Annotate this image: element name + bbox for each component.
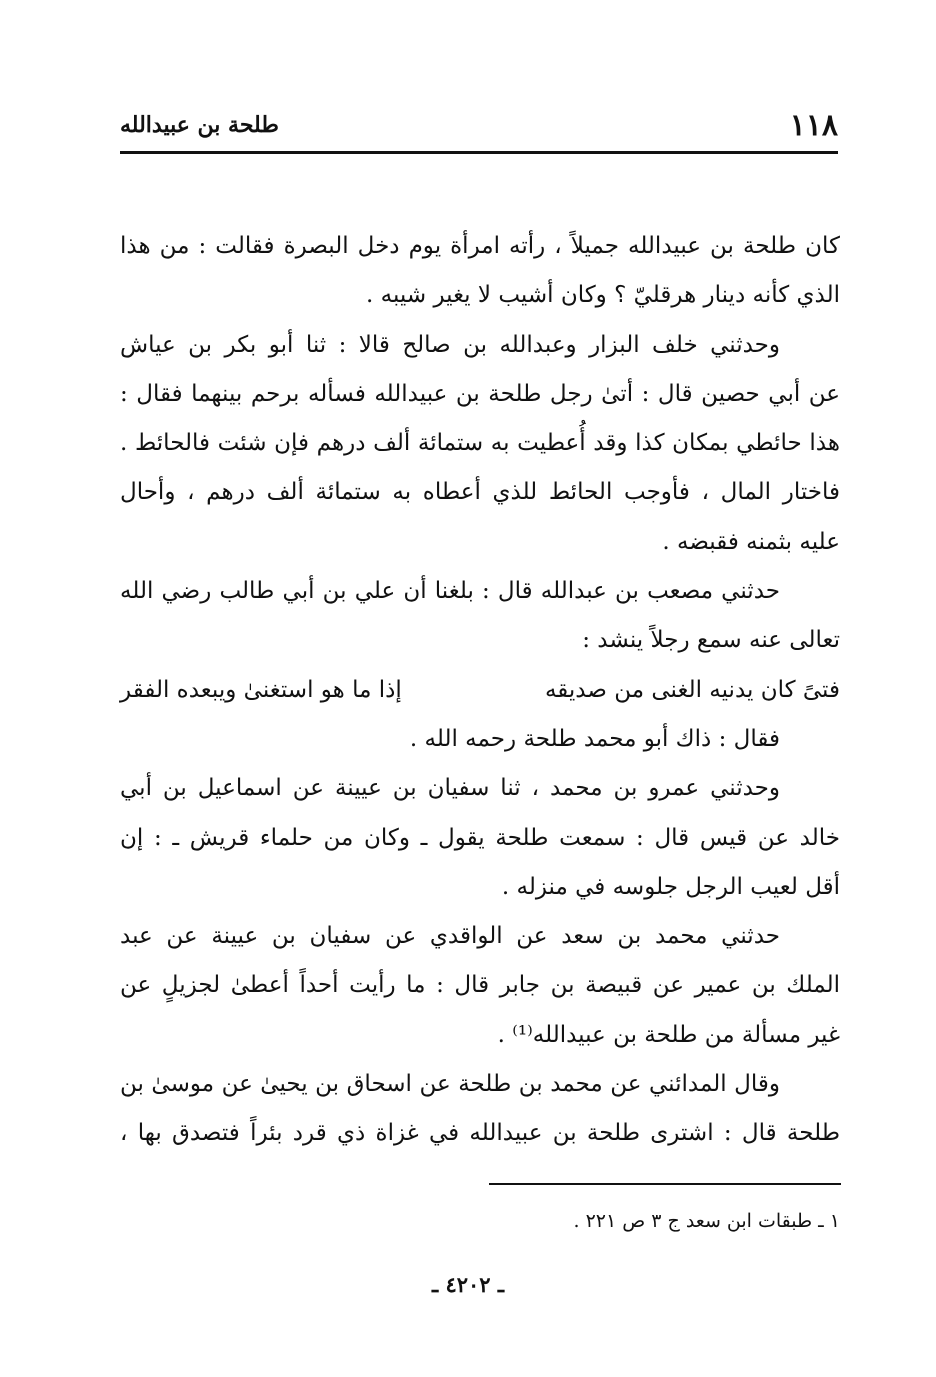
text-line: وحدثني خلف البزار وعبدالله بن صالح قالا : ثنا أبو بكر بن عياش	[120, 331, 780, 358]
footnote: ١ ـ طبقات ابن سعد ج ٣ ص ٢٢١ .	[573, 1210, 840, 1232]
text-line: عن أبي حصين قال : أتىٰ رجل طلحة بن عبيدالله فسأله برحم بينهما فقال :	[120, 380, 840, 407]
page-number: ١١٨	[789, 108, 838, 143]
poetry-verse	[120, 666, 840, 715]
running-title: طلحة بن عبيدالله	[120, 112, 279, 138]
folio-number: ـ ٤٢٠٢ ـ	[431, 1272, 505, 1297]
text-line: فاختار المال ، فأوجب الحائط للذي أعطاه به ستمائة ألف درهم ، وأحال	[120, 479, 840, 506]
text-line: طلحة قال : اشترى طلحة بن عبيدالله في غزاة ذي قرد بئراً فتصدق بها ،	[120, 1120, 840, 1147]
text-line: تعالى عنه سمع رجلاً ينشد :	[582, 627, 840, 654]
body-text	[120, 222, 840, 1159]
text-line: غير مسألة من طلحة بن عبيدالله⁽¹⁾ .	[497, 1021, 840, 1048]
header-rule	[120, 151, 838, 154]
text-line: حدثني مصعب بن عبدالله قال : بلغنا أن علي بن أبي طالب رضي الله	[120, 578, 780, 605]
verse-first-hemistich: فتىً كان يدنيه الغنى من صديقه	[544, 676, 840, 703]
text-line: وقال المدائني عن محمد بن طلحة عن اسحاق بن يحيىٰ عن موسىٰ بن	[120, 1071, 780, 1098]
text-line: حدثني محمد بن سعد عن الواقدي عن سفيان بن عيينة عن عبد	[120, 923, 780, 950]
text-line: خالد عن قيس قال : سمعت طلحة يقول ـ وكان من حلماء قريش ـ : إن	[120, 824, 840, 851]
text-line: عليه بثمنه فقبضه .	[662, 528, 840, 555]
text-line: كان طلحة بن عبيدالله جميلاً ، رأته امرأة يوم دخل البصرة فقالت : من هذا	[120, 233, 840, 259]
footnote-rule	[489, 1183, 841, 1185]
text-line: الذي كأنه دينار هرقليّ ؟ وكان أشيب لا يغير شيبه .	[366, 282, 840, 309]
text-line: هذا حائطي بمكان كذا وقد أُعطيت به ستمائة ألف درهم فإن شئت فالحائط .	[120, 430, 840, 457]
text-line: أقل لعيب الرجل جلوسه في منزله .	[501, 873, 840, 900]
text-line: فقال : ذاك أبو محمد طلحة رحمه الله .	[409, 725, 780, 752]
page-header	[120, 108, 838, 152]
text-line: وحدثني عمرو بن محمد ، ثنا سفيان بن عيينة عن اسماعيل بن أبي	[120, 775, 780, 802]
text-line: الملك بن عمير عن قبيصة بن جابر قال : ما رأيت أحداً أعطىٰ لجزيلٍ عن	[120, 972, 840, 999]
verse-second-hemistich: إذا ما هو استغنىٰ ويبعده الفقر	[120, 676, 402, 703]
